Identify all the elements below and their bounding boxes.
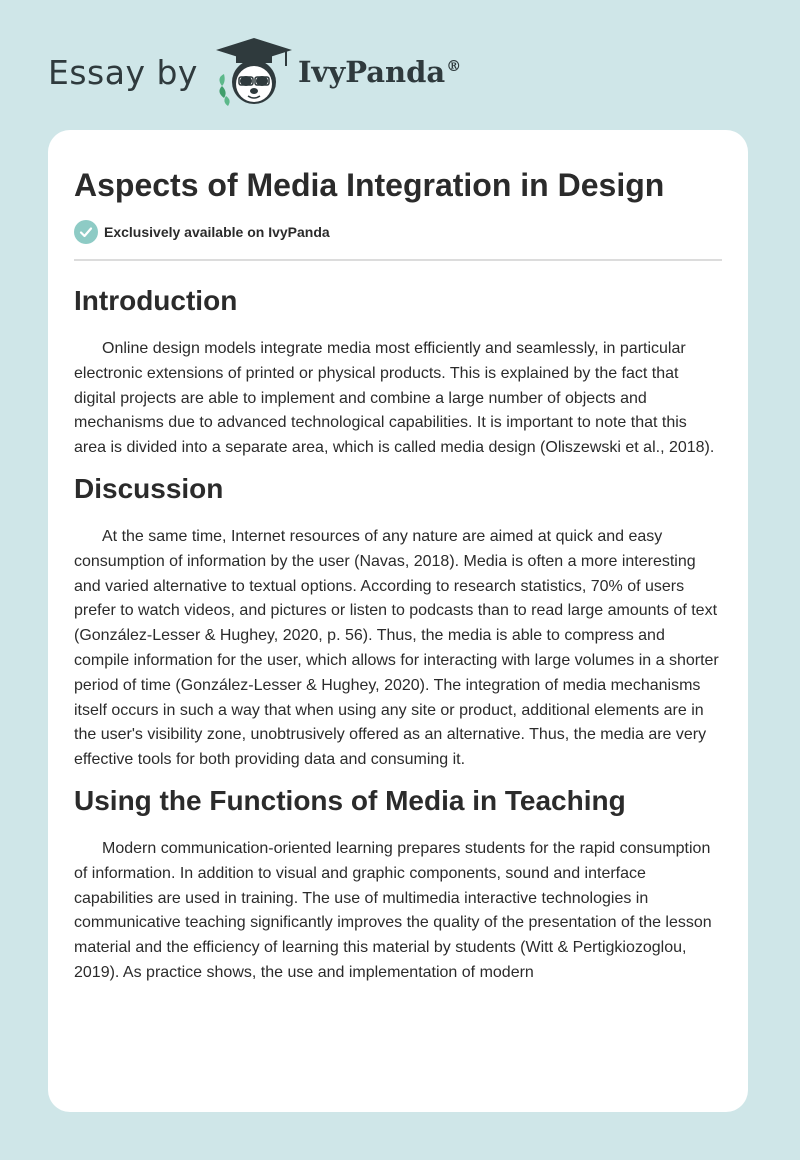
section-heading: Using the Functions of Media in Teaching xyxy=(74,784,626,816)
badge-label: Exclusively available on IvyPanda xyxy=(104,224,330,240)
section-paragraph: At the same time, Internet resources of any nature are aimed at quick and easy consumption of information by the user (Navas, 2018). Media is often a more interesting and varied alternative to textual options. According to research statistics, 70% of users prefer to watch videos, and pictures or listen to podcasts than to read large amounts of text (González-Lesser & Hughey, 2020, p. 56). Thus, the media is able to compress and compile information for the user, which allows for interacting with large volumes in a shorter period of time (González-Lesser & Hughey, 2020). The integration of media mechanisms itself occurs in such a way that when using any site or product, additional elements are in the user's visibility zone, unobtrusively offered as an alternative. Thus, the media are very effective tools for both providing data and consuming it. xyxy=(74,527,719,769)
check-icon xyxy=(74,220,98,244)
section-heading: Introduction xyxy=(74,285,238,316)
divider xyxy=(74,259,722,261)
panda-logo-icon xyxy=(212,36,296,108)
essay-card xyxy=(48,130,748,1112)
brand-name-text: IvyPanda xyxy=(297,55,446,89)
site-header xyxy=(48,36,461,108)
section-heading: Discussion xyxy=(74,472,224,504)
exclusive-badge xyxy=(74,220,722,244)
section-media-in-teaching xyxy=(74,783,722,986)
registered-mark: ® xyxy=(446,57,462,76)
section-discussion xyxy=(74,471,722,773)
section-paragraph: Modern communication-oriented learning prepares students for the rapid consumption of information. In addition to visual and graphic components, sound and interface capabilities are used in training. The use of multimedia interactive technologies in communicative teaching significantly improves the quality of the presentation of the lesson material and the efficiency of learning this material by students (Witt & Pertigkiozoglou, 2019). As practice shows, the use and implementation of modern xyxy=(74,839,712,981)
section-paragraph: Online design models integrate media most efficiently and seamlessly, in particular electronic extensions of printed or physical products. This is explained by the fact that digital projects are able to implement and combine a large number of objects and mechanisms due to advanced technological capabilities. It is important to note that this area is divided into a separate area, which is called media design (Oliszewski et al., 2018). xyxy=(74,340,715,457)
section-introduction xyxy=(74,283,722,461)
brand-name xyxy=(298,55,461,89)
page-title: Aspects of Media Integration in Design xyxy=(74,167,665,203)
essay-by-label: Essay by xyxy=(48,52,198,92)
